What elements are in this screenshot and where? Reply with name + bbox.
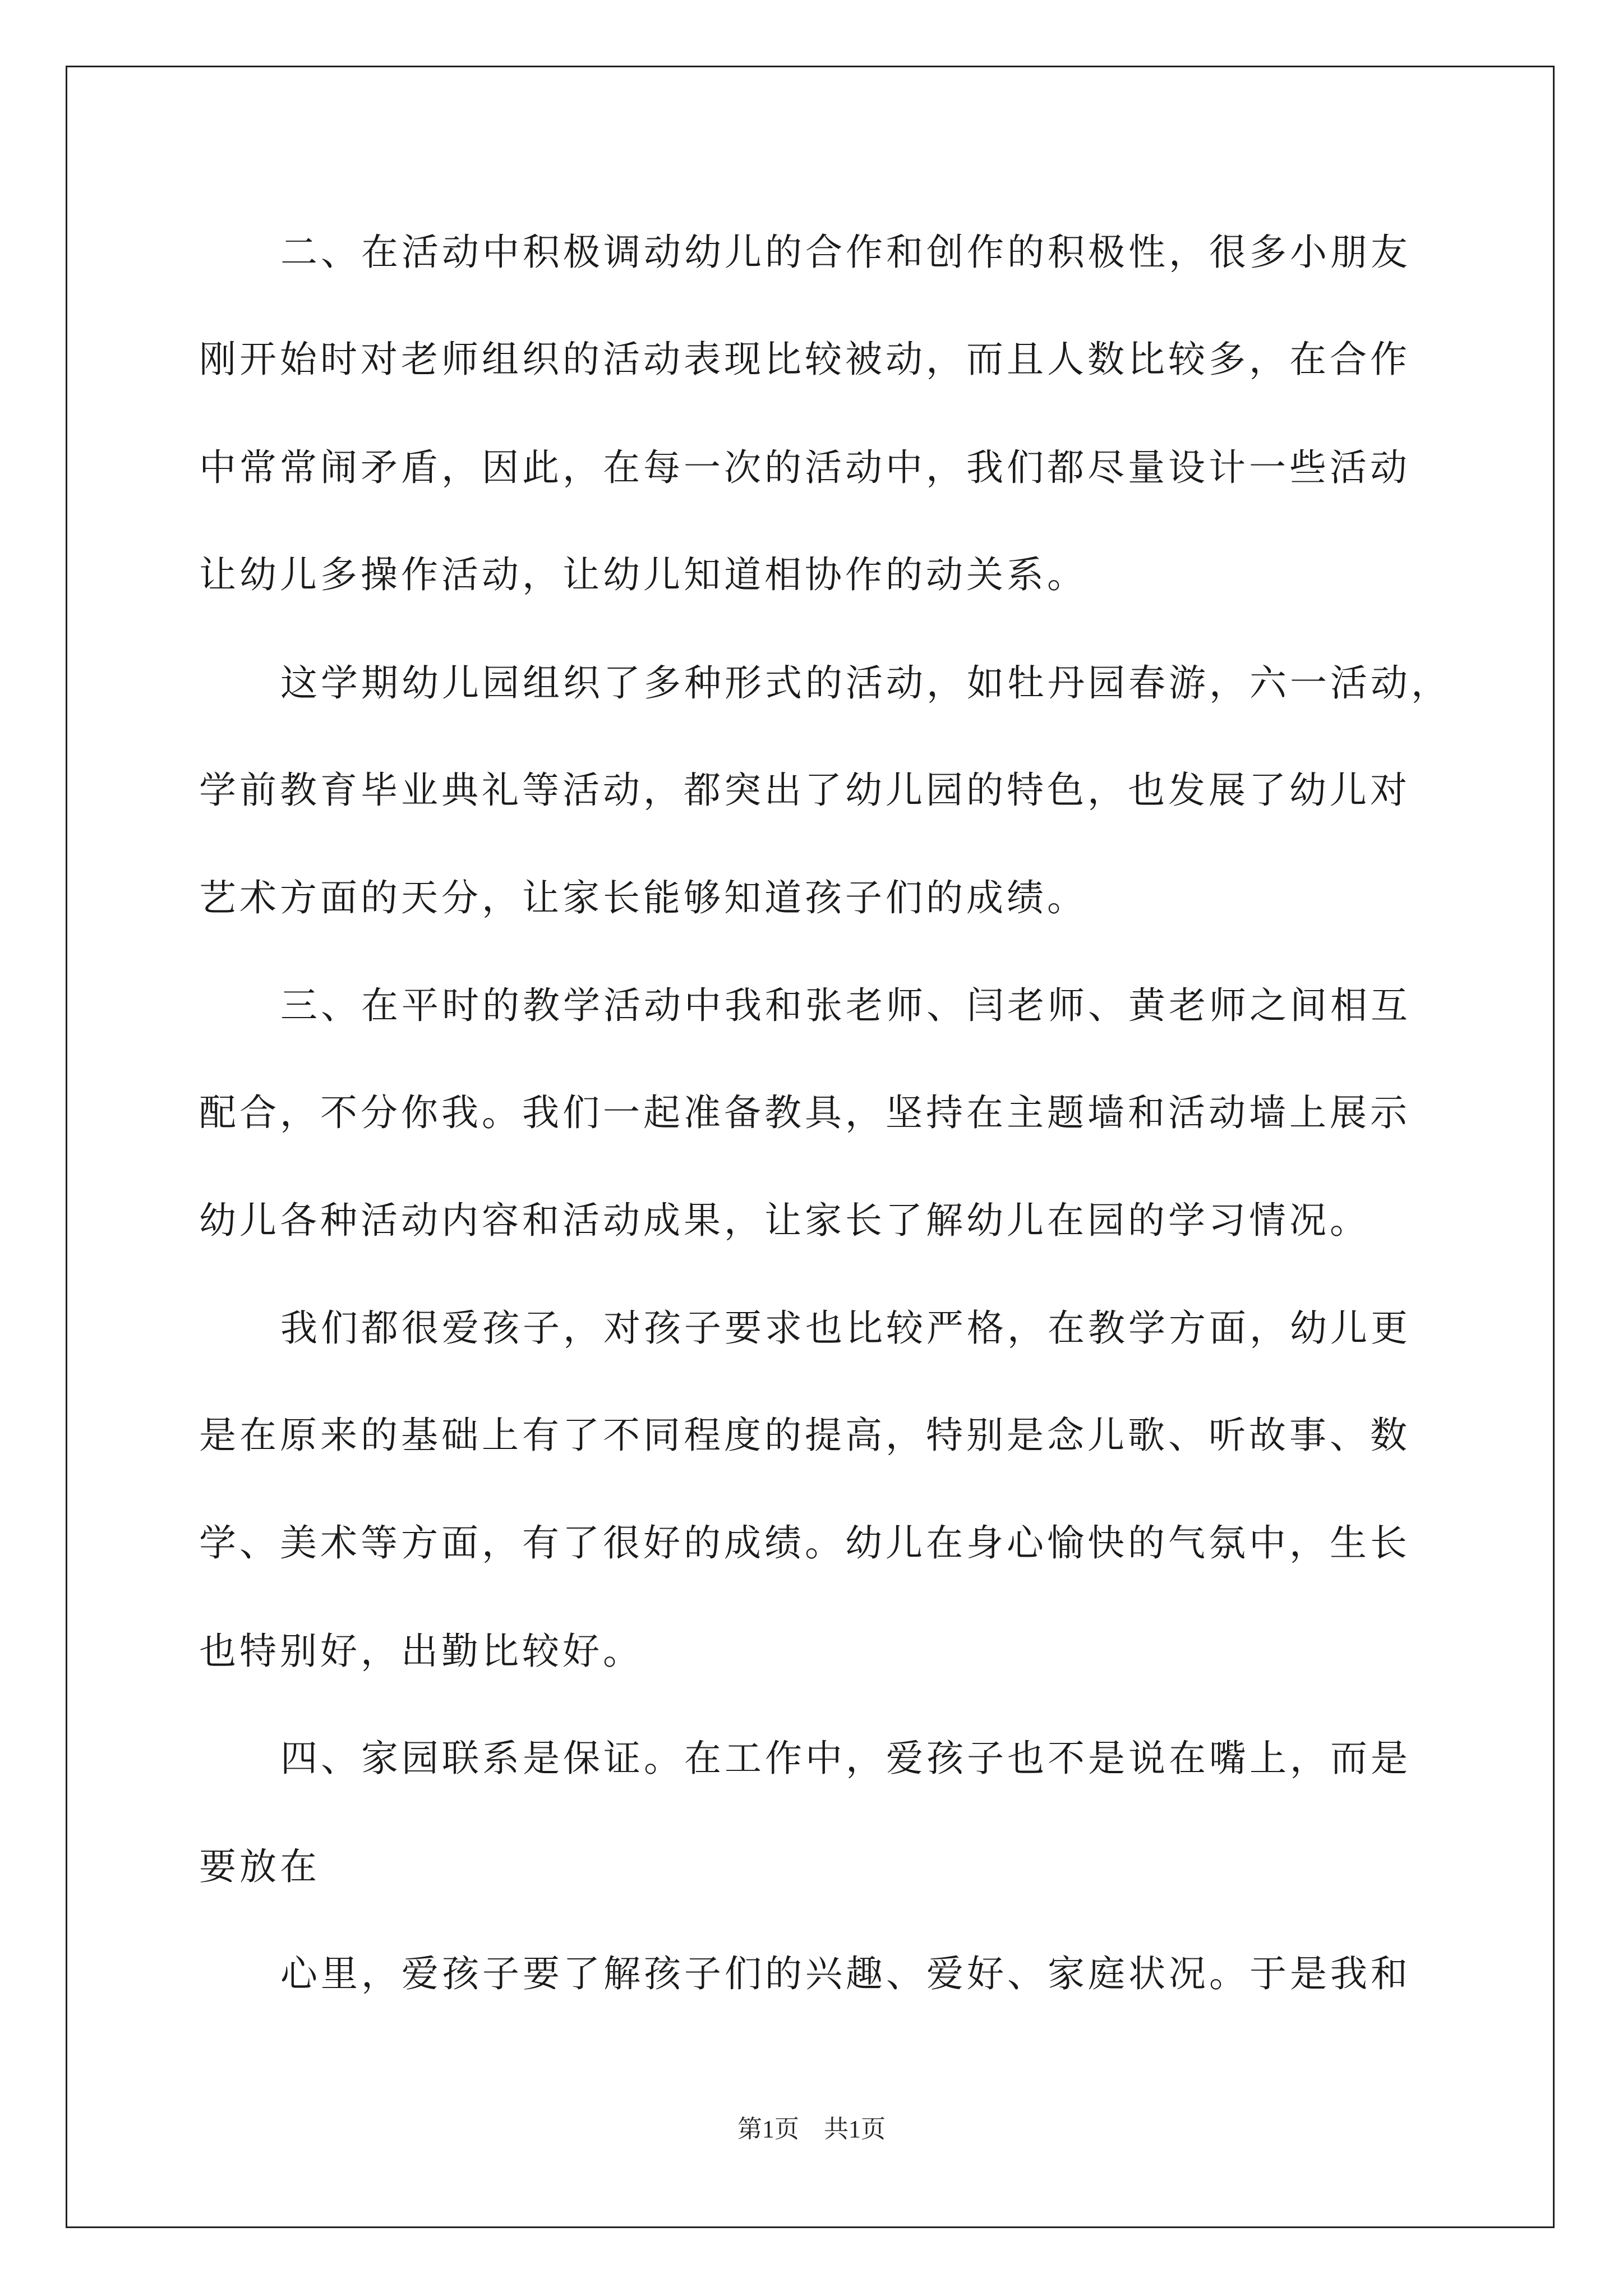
text-line: 刚开始时对老师组织的活动表现比较被动，而且人数比较多，在合作 bbox=[199, 338, 1410, 381]
text-line: 让幼儿多操作活动，让幼儿知道相协作的动关系。 bbox=[199, 553, 1087, 596]
page-total: 共1页 bbox=[824, 2115, 886, 2143]
page-border bbox=[66, 66, 1555, 2228]
text-line: 中常常闹矛盾，因此，在每一次的活动中，我们都尽量设计一些活动 bbox=[199, 446, 1410, 489]
text-line: 学前教育毕业典礼等活动，都突出了幼儿园的特色，也发展了幼儿对 bbox=[199, 769, 1410, 812]
text-line: 艺术方面的天分，让家长能够知道孩子们的成绩。 bbox=[199, 876, 1087, 919]
text-line: 幼儿各种活动内容和活动成果，让家长了解幼儿在园的学习情况。 bbox=[199, 1199, 1370, 1242]
text-line: 要放在 bbox=[199, 1845, 320, 1888]
text-line: 是在原来的基础上有了不同程度的提高，特别是念儿歌、听故事、数 bbox=[199, 1414, 1410, 1457]
text-line: 配合，不分你我。我们一起准备教具，坚持在主题墙和活动墙上展示 bbox=[199, 1091, 1410, 1134]
text-line: 我们都很爱孩子，对孩子要求也比较严格，在教学方面，幼儿更 bbox=[280, 1306, 1411, 1350]
text-line: 这学期幼儿园组织了多种形式的活动，如牡丹园春游，六一活动， bbox=[280, 661, 1451, 705]
page-footer bbox=[0, 2114, 1623, 2145]
page-number: 第1页 bbox=[737, 2115, 799, 2143]
text-line: 二、在活动中积极调动幼儿的合作和创作的积极性，很多小朋友 bbox=[280, 231, 1411, 274]
text-line: 心里，爱孩子要了解孩子们的兴趣、爱好、家庭状况。于是我和 bbox=[280, 1952, 1411, 1995]
text-line: 学、美术等方面，有了很好的成绩。幼儿在身心愉快的气氛中，生长 bbox=[199, 1521, 1410, 1565]
text-line: 三、在平时的教学活动中我和张老师、闫老师、黄老师之间相互 bbox=[280, 984, 1411, 1027]
text-line: 也特别好，出勤比较好。 bbox=[199, 1630, 643, 1673]
text-line: 四、家园联系是保证。在工作中，爱孩子也不是说在嘴上，而是 bbox=[280, 1737, 1411, 1780]
